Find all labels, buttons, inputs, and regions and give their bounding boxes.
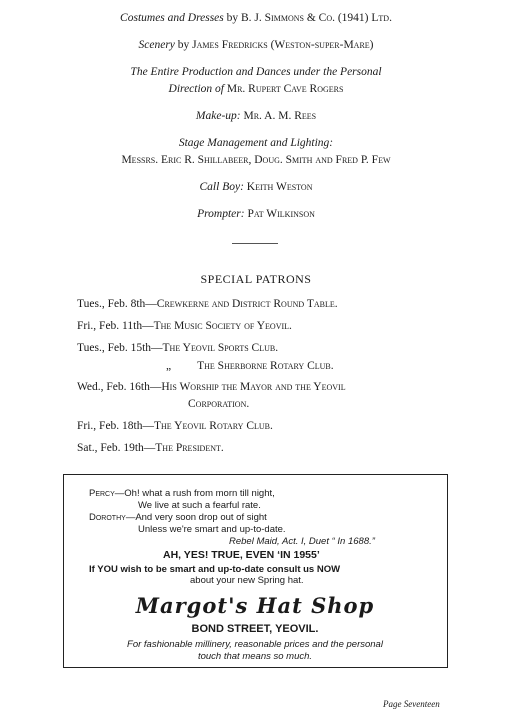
patron-line: [166, 359, 334, 373]
shop-name: Margot's Hat Shop: [135, 593, 375, 618]
lyric-text: —Oh! what a rush from morn till night,: [114, 488, 275, 499]
makeup-label: Make-up:: [195, 110, 241, 122]
callboy-value: Keith Weston: [246, 181, 313, 193]
scenery-credit: [0, 38, 512, 53]
costumes-by: by: [226, 12, 239, 24]
costumes-credit: [0, 11, 512, 26]
prompter-label: Prompter:: [197, 208, 245, 220]
patron-date: Tues., Feb. 8th—: [77, 298, 157, 310]
patron-date: „: [166, 360, 172, 372]
section-divider: [232, 243, 278, 244]
advert-source: Rebel Maid, Act. I, Duet “ In 1688.”: [229, 536, 375, 547]
patron-name: His Worship the Mayor and the Yeovil: [161, 381, 346, 393]
patron-date: Fri., Feb. 18th—: [77, 420, 154, 432]
page-number: Page Seventeen: [383, 699, 440, 709]
prompter-credit: [0, 207, 512, 222]
costumes-value: B. J. Simmons & Co. (1941) Ltd.: [241, 12, 392, 24]
makeup-value: Mr. A. M. Rees: [243, 110, 317, 122]
patron-date: Tues., Feb. 15th—: [77, 342, 163, 354]
production-line1: The Entire Production and Dances under the Personal: [130, 66, 382, 78]
advert-lyric-line2: We live at such a fearful rate.: [138, 500, 261, 511]
scenery-label: Scenery: [138, 39, 175, 51]
advert-tagline2: touch that means so much.: [197, 651, 313, 662]
patron-date: Sat., Feb. 19th—: [77, 442, 156, 454]
production-name: Mr. Rupert Cave Rogers: [226, 83, 344, 95]
patron-name: Crewkerne and District Round Table.: [156, 298, 338, 310]
lyric-text: —And very soon drop out of sight: [125, 512, 267, 523]
callboy-credit: [0, 180, 512, 195]
scenery-by: by: [177, 39, 190, 51]
speaker-dorothy: Dorothy: [89, 512, 126, 523]
prompter-value: Pat Wilkinson: [247, 208, 315, 220]
patron-line: [188, 397, 249, 411]
patron-date: Wed., Feb. 16th—: [77, 381, 162, 393]
advert-pitch-line2: about your new Spring hat.: [190, 575, 304, 586]
hat-shop-advert: [63, 474, 448, 668]
patron-name: The Yeovil Sports Club.: [162, 342, 279, 354]
speaker-percy: Percy: [89, 488, 115, 499]
production-direction: Direction of: [168, 83, 224, 95]
patron-name: The President.: [155, 442, 224, 454]
patron-name: The Sherborne Rotary Club.: [197, 360, 334, 372]
patron-line: [77, 380, 346, 394]
patron-line: [77, 297, 338, 311]
makeup-credit: [0, 109, 512, 124]
shop-address: BOND STREET, YEOVIL.: [191, 623, 319, 635]
stage-label: Stage Management and Lighting:: [178, 137, 334, 149]
patron-name: Corporation.: [188, 398, 250, 410]
stage-value: Messrs. Eric R. Shillabeer, Doug. Smith and Fred P. Few: [121, 154, 391, 166]
advert-pitch-line1: If YOU wish to be smart and up-to-date consult us NOW: [89, 564, 341, 575]
callboy-label: Call Boy:: [199, 181, 244, 193]
patron-line: [77, 419, 273, 433]
patron-name: The Music Society of Yeovil.: [153, 320, 292, 332]
patron-line: [77, 341, 278, 355]
advert-tagline1: For fashionable millinery, reasonable prices and the personal: [127, 639, 383, 650]
patrons-title: SPECIAL PATRONS: [200, 272, 312, 286]
advert-lyric-line4: Unless we're smart and up-to-date.: [138, 524, 286, 535]
patron-name: The Yeovil Rotary Club.: [154, 420, 273, 432]
patron-line: [77, 319, 292, 333]
patron-date: Fri., Feb. 11th—: [77, 320, 154, 332]
advert-lyric-line3: [89, 512, 267, 523]
costumes-label: Costumes and Dresses: [120, 12, 224, 24]
patron-line: [77, 441, 224, 455]
production-line2: [0, 82, 512, 97]
advert-slogan: AH, YES! TRUE, EVEN ‘IN 1955’: [163, 549, 320, 561]
advert-lyric-line1: [89, 488, 275, 499]
scenery-value: James Fredricks (Weston-super-Mare): [192, 39, 374, 51]
